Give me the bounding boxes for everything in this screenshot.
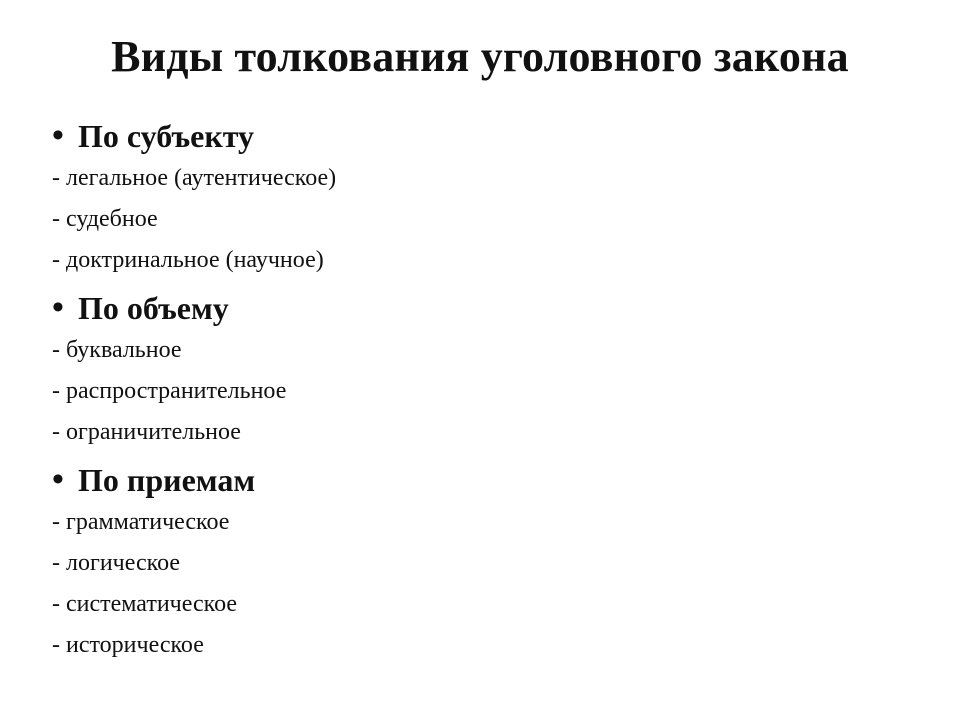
section-items [52, 502, 912, 666]
section-items [52, 158, 912, 281]
list-item: - грамматическое [52, 509, 230, 535]
list-item: - логическое [52, 550, 181, 576]
list-item: - буквальное [52, 337, 182, 363]
bullet-icon: • [52, 461, 64, 498]
section-by-scope [52, 286, 912, 453]
list-item: - систематическое [52, 591, 238, 617]
slide-title: Виды толкования уголовного закона [111, 32, 849, 81]
section-by-subject [52, 114, 912, 281]
section-by-methods [52, 458, 912, 666]
section-heading [52, 114, 912, 158]
bullet-icon: • [52, 289, 64, 326]
list-item: - ограничительное [52, 419, 241, 445]
list-item: - распространительное [52, 378, 287, 404]
section-heading-text: По объему [78, 290, 229, 326]
section-heading [52, 286, 912, 330]
list-item: - историческое [52, 632, 204, 658]
section-items [52, 330, 912, 453]
list-item: - судебное [52, 206, 158, 232]
slide-content [52, 114, 912, 666]
bullet-icon: • [52, 117, 64, 154]
section-heading [52, 458, 912, 502]
list-item: - легальное (аутентическое) [52, 165, 337, 191]
section-heading-text: По приемам [78, 462, 256, 498]
list-item: - доктринальное (научное) [52, 247, 324, 273]
section-heading-text: По субъекту [78, 118, 255, 154]
